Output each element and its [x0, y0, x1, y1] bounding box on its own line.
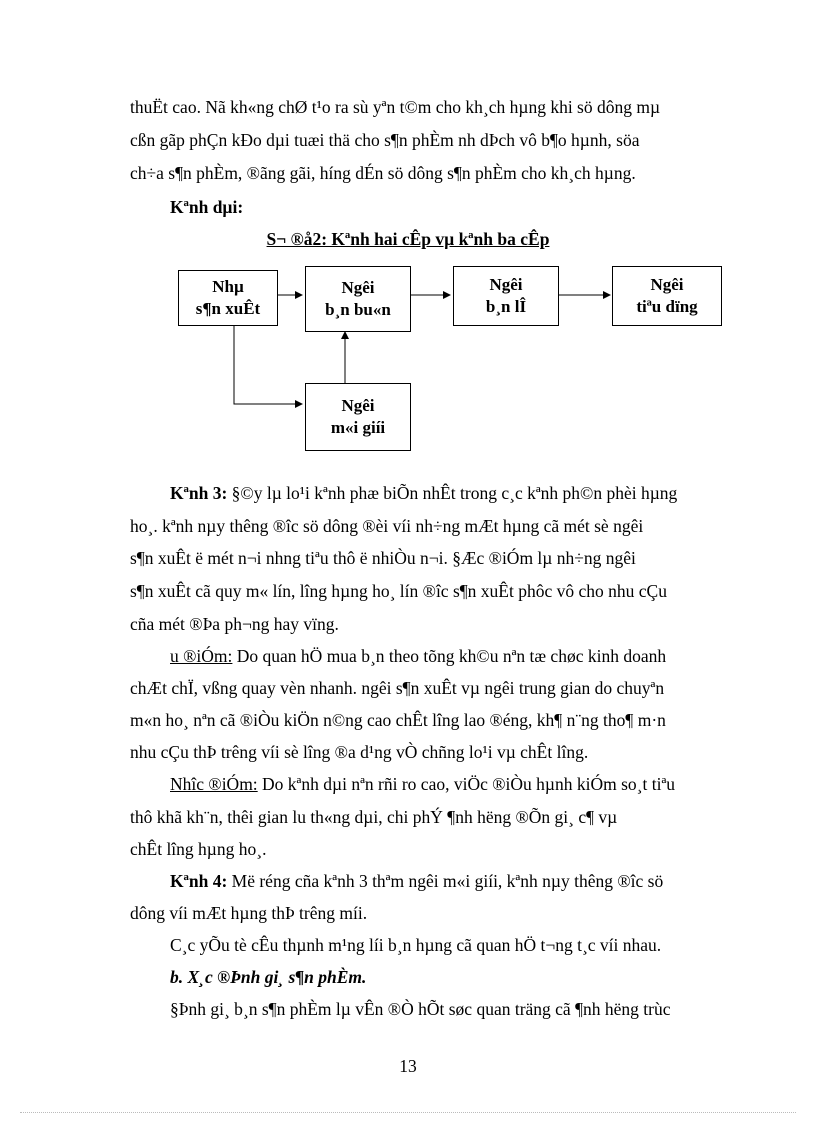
box-producer-line1: Nhµ — [212, 277, 244, 296]
box-consumer — [612, 266, 722, 326]
uu-line2: chÆt chÏ, vßng quay vèn nhanh. ngêi s¶n xuÊt vµ ngêi trung gian do chuyªn — [130, 678, 665, 698]
footer-divider — [20, 1112, 796, 1113]
kenh3-line3: s¶n xuÊt ë mét n¬i nhng tiªu thô ë nhiÒu n¬i. §Æc ®iÓm lµ nh÷ng ngêi — [130, 548, 636, 568]
page-number: 13 — [399, 1056, 417, 1076]
box-retailer — [453, 266, 559, 326]
box-producer — [178, 270, 278, 326]
box-wholesaler-line1: Ngêi — [341, 278, 375, 297]
heading-b: b. X¸c ®Þnh gi¸ s¶n phÈm. — [170, 967, 367, 987]
kenh3-line2: ho¸. kªnh nµy thêng ®îc sö dông ®èi víi nh÷ng mÆt hµng cã mét sè ngêi — [130, 516, 644, 536]
uu-line3: m«n ho¸ nªn cã ®iÒu kiÖn n©ng cao chÊt lîng lao ®éng, kh¶ n¨ng tho¶ m·n — [130, 710, 666, 730]
box-retailer-line1: Ngêi — [489, 275, 523, 294]
kenh3-first: §©y lµ lo¹i kªnh phæ biÕn nhÊt trong c¸c kªnh ph©n phèi hµng — [227, 483, 678, 503]
arrow-producer-broker — [234, 324, 302, 404]
para1-line1: thuËt cao. Nã kh«ng chØ t¹o ra sù yªn t©m cho kh¸ch hµng khi sö dông mµ — [130, 97, 661, 117]
uu-line4: nhu cÇu thÞ trêng víi sè lîng ®a d¹ng vÒ chñng lo¹i vµ chÊt lîng. — [130, 742, 589, 762]
box-wholesaler-line2: b¸n bu«n — [325, 300, 391, 319]
uu-line1 — [170, 645, 666, 667]
kenh4-label: Kªnh 4: — [170, 871, 228, 891]
nhuoc-line3: chÊt lîng hµng ho¸. — [130, 839, 267, 859]
para1-line2: cßn gãp phÇn kÐo dµi tuæi thä cho s¶n phÈm nh dÞch vô b¶o hµnh, söa — [130, 130, 640, 150]
cac-yeu-to: C¸c yÕu tè cÊu thµnh m¹ng líi b¸n hµng cã quan hÖ t¬ng t¸c víi nhau. — [170, 935, 662, 955]
box-consumer-line1: Ngêi — [650, 275, 684, 294]
box-producer-line2: s¶n xuÊt — [195, 299, 261, 318]
box-broker-line2: m«i giíi — [330, 418, 386, 437]
nhuoc-label: Nhîc ®iÓm: — [170, 774, 258, 794]
nhuoc-first: Do kªnh dµi nªn rñi ro cao, viÖc ®iÒu hµnh kiÓm so¸t tiªu — [257, 774, 676, 794]
kenh-dai-label: Kªnh dµi: — [170, 197, 244, 217]
nhuoc-line1 — [170, 773, 675, 795]
uu-first: Do quan hÖ mua b¸n theo tõng kh©u nªn tæ chøc kinh doanh — [232, 646, 667, 666]
kenh4-line2: dông víi mÆt hµng thÞ trêng míi. — [130, 903, 368, 923]
diagram-title: S¬ ®å2: Kªnh hai cÊp vµ kªnh ba cÊp — [266, 229, 550, 249]
last-line: §Þnh gi¸ b¸n s¶n phÈm lµ vÊn ®Ò hÕt søc quan träng cã ¶nh hëng trùc — [170, 999, 671, 1019]
kenh3-line5: cña mét ®Þa ph¬ng hay vïng. — [130, 614, 339, 634]
nhuoc-line2: thô khã kh¨n, thêi gian lu th«ng dµi, chi phÝ ¶nh hëng ®Õn gi¸ c¶ vµ — [130, 807, 618, 827]
box-wholesaler — [305, 266, 411, 332]
box-retailer-line2: b¸n lÎ — [485, 297, 527, 316]
box-broker — [305, 383, 411, 451]
kenh4-first: Më réng cña kªnh 3 thªm ngêi m«i giíi, kªnh nµy thêng ®îc sö — [227, 871, 664, 891]
para1-line3: ch÷a s¶n phÈm, ®ãng gãi, híng dÉn sö dông s¶n phÈm cho kh¸ch hµng. — [130, 163, 636, 183]
kenh3-line1 — [170, 482, 677, 504]
uu-label: u ®iÓm: — [170, 646, 233, 666]
kenh3-label: Kªnh 3: — [170, 483, 228, 503]
box-consumer-line2: tiªu dïng — [636, 297, 698, 316]
kenh4-line1 — [170, 870, 663, 892]
box-broker-line1: Ngêi — [341, 396, 375, 415]
kenh3-line4: s¶n xuÊt cã quy m« lín, lîng hµng ho¸ lín ®îc s¶n xuÊt phôc vô cho nhu cÇu — [130, 581, 667, 601]
